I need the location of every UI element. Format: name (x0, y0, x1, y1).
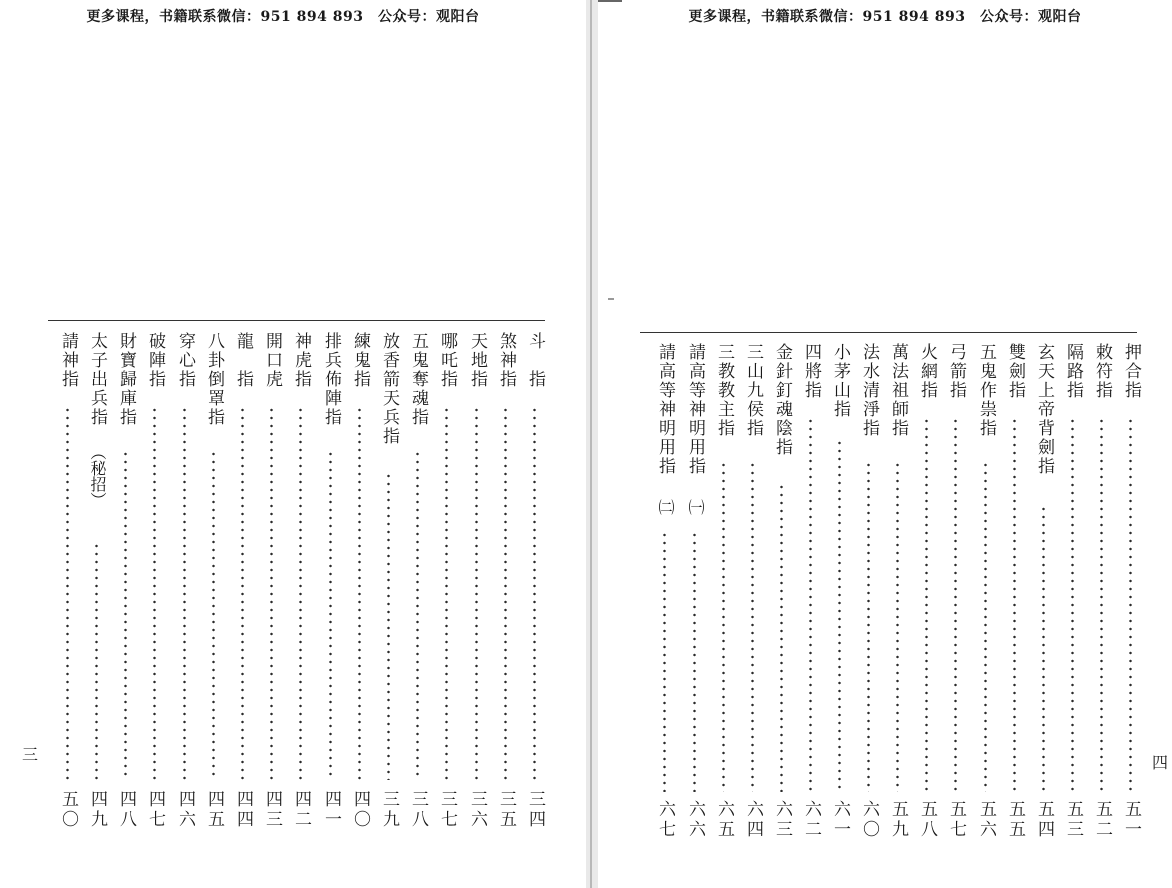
toc-entry-title: 開口虎 (262, 332, 282, 389)
toc-entry-title: 三山九侯指 (743, 343, 763, 438)
toc-entry-title: 練鬼指 (350, 332, 370, 389)
toc-entry-page: 五〇 (58, 790, 78, 830)
toc-entry-page: 五二 (1092, 800, 1112, 840)
toc-entry-page: 五一 (1121, 800, 1141, 840)
toc-entry-note: ︵秘招︶ (88, 444, 107, 508)
toc-entry-title: 請高等神明用指 (685, 343, 705, 476)
toc-entry-title: 龍 指 (233, 332, 253, 389)
dot-leader (475, 406, 478, 780)
toc-entry-title: 雙劍指 (1005, 343, 1025, 400)
dot-leader (780, 483, 783, 792)
dot-leader (358, 406, 361, 780)
toc-entry-page: 四六 (175, 790, 195, 830)
dot-leader (1042, 505, 1045, 792)
toc-entry-page: 六一 (830, 800, 850, 840)
dot-leader (387, 472, 390, 780)
toc-entry-page: 五八 (917, 800, 937, 840)
dot-leader (1129, 417, 1132, 792)
dot-leader (1071, 417, 1074, 792)
toc-entry-page: 三四 (525, 790, 545, 830)
toc-entry-title: 請神指 (58, 332, 78, 389)
contents-rule (640, 332, 1137, 333)
gutter-shadow (590, 0, 592, 888)
dot-leader (663, 531, 666, 792)
toc-entry-title: 斗 指 (525, 332, 545, 389)
dot-leader (124, 450, 127, 780)
page-header: 更多课程，书籍联系微信：951 894 893 公众号：观阳台 (86, 9, 480, 25)
dot-leader (66, 406, 69, 780)
toc-entry-title: 八卦倒罩指 (204, 332, 224, 427)
dot-leader (183, 406, 186, 780)
scan-speck (608, 298, 614, 300)
dot-leader (241, 406, 244, 780)
right-page (598, 0, 1172, 888)
toc-entry-page: 五六 (976, 800, 996, 840)
toc-entry-page: 五五 (1005, 800, 1025, 840)
dot-leader (984, 461, 987, 792)
toc-entry-title: 穿心指 (175, 332, 195, 389)
toc-entry-title: 五鬼作祟指 (976, 343, 996, 438)
toc-entry-page: 五三 (1063, 800, 1083, 840)
toc-entry-page: 四一 (321, 790, 341, 830)
dot-leader (838, 439, 841, 792)
dot-leader (95, 542, 98, 780)
toc-entry-page: 四二 (291, 790, 311, 830)
toc-entry-title: 弓箭指 (946, 343, 966, 400)
dot-leader (299, 406, 302, 780)
dot-leader (329, 450, 332, 780)
dot-leader (925, 417, 928, 792)
toc-entry-title: 排兵佈陣指 (321, 332, 341, 427)
dot-leader (270, 406, 273, 780)
toc-entry-page: 三七 (437, 790, 457, 830)
toc-entry-page: 三九 (379, 790, 399, 830)
toc-entry-page: 四四 (233, 790, 253, 830)
toc-entry-page: 四〇 (350, 790, 370, 830)
toc-entry-title: 萬法祖師指 (888, 343, 908, 438)
dot-leader (722, 461, 725, 792)
toc-entry-page: 四九 (87, 790, 107, 830)
toc-entry-title: 押合指 (1121, 343, 1141, 400)
toc-entry-page: 四五 (204, 790, 224, 830)
dot-leader (153, 406, 156, 780)
dot-leader (416, 450, 419, 780)
page-number: 四 (1152, 753, 1169, 772)
dot-leader (1013, 417, 1016, 792)
dot-leader (533, 406, 536, 780)
toc-entry-title: 哪吒指 (437, 332, 457, 389)
dot-leader (867, 461, 870, 792)
toc-entry-title: 小茅山指 (830, 343, 850, 419)
dot-leader (504, 406, 507, 780)
toc-entry-title: 法水清淨指 (859, 343, 879, 438)
toc-entry-page: 四八 (116, 790, 136, 830)
contents-rule (48, 320, 545, 321)
page-header: 更多课程，书籍联系微信：951 894 893 公众号：观阳台 (688, 9, 1082, 25)
toc-entry-page: 六三 (772, 800, 792, 840)
dot-leader (896, 461, 899, 792)
toc-entry-page: 三六 (467, 790, 487, 830)
toc-entry-title: 天地指 (467, 332, 487, 389)
toc-entry-title: 放香箭天兵指 (379, 332, 399, 446)
toc-entry-title: 敕符指 (1092, 343, 1112, 400)
toc-entry-page: 五四 (1034, 800, 1054, 840)
toc-entry-note: ㈠ (686, 499, 705, 515)
toc-entry-page: 六五 (714, 800, 734, 840)
toc-entry-title: 金針釘魂陰指 (772, 343, 792, 457)
toc-entry-title: 破陣指 (145, 332, 165, 389)
toc-entry-page: 六六 (685, 800, 705, 840)
dot-leader (212, 450, 215, 780)
toc-entry-title: 煞神指 (496, 332, 516, 389)
toc-entry-title: 四將指 (801, 343, 821, 400)
toc-entry-page: 三五 (496, 790, 516, 830)
toc-entry-title: 三教教主指 (714, 343, 734, 438)
toc-entry-page: 六四 (743, 800, 763, 840)
toc-entry-page: 四三 (262, 790, 282, 830)
page-number: 三 (22, 745, 39, 764)
dot-leader (751, 461, 754, 792)
dot-leader (954, 417, 957, 792)
toc-entry-title: 火網指 (917, 343, 937, 400)
toc-entry-page: 三八 (408, 790, 428, 830)
dot-leader (809, 417, 812, 792)
book-gutter (586, 0, 598, 888)
toc-entry-title: 玄天上帝背劍指 (1034, 343, 1054, 476)
toc-entry-note: ㈡ (656, 499, 675, 515)
toc-entry-page: 六〇 (859, 800, 879, 840)
dot-leader (693, 531, 696, 792)
top-edge-mark (598, 0, 622, 2)
toc-entry-title: 太子出兵指 (87, 332, 107, 427)
toc-entry-page: 五九 (888, 800, 908, 840)
toc-entry-page: 六二 (801, 800, 821, 840)
toc-entry-title: 財寶歸庫指 (116, 332, 136, 427)
dot-leader (1100, 417, 1103, 792)
toc-entry-page: 四七 (145, 790, 165, 830)
toc-entry-title: 神虎指 (291, 332, 311, 389)
toc-entry-title: 請高等神明用指 (655, 343, 675, 476)
toc-entry-page: 五七 (946, 800, 966, 840)
toc-entry-page: 六七 (655, 800, 675, 840)
toc-entry-title: 隔路指 (1063, 343, 1083, 400)
dot-leader (445, 406, 448, 780)
toc-entry-title: 五鬼奪魂指 (408, 332, 428, 427)
